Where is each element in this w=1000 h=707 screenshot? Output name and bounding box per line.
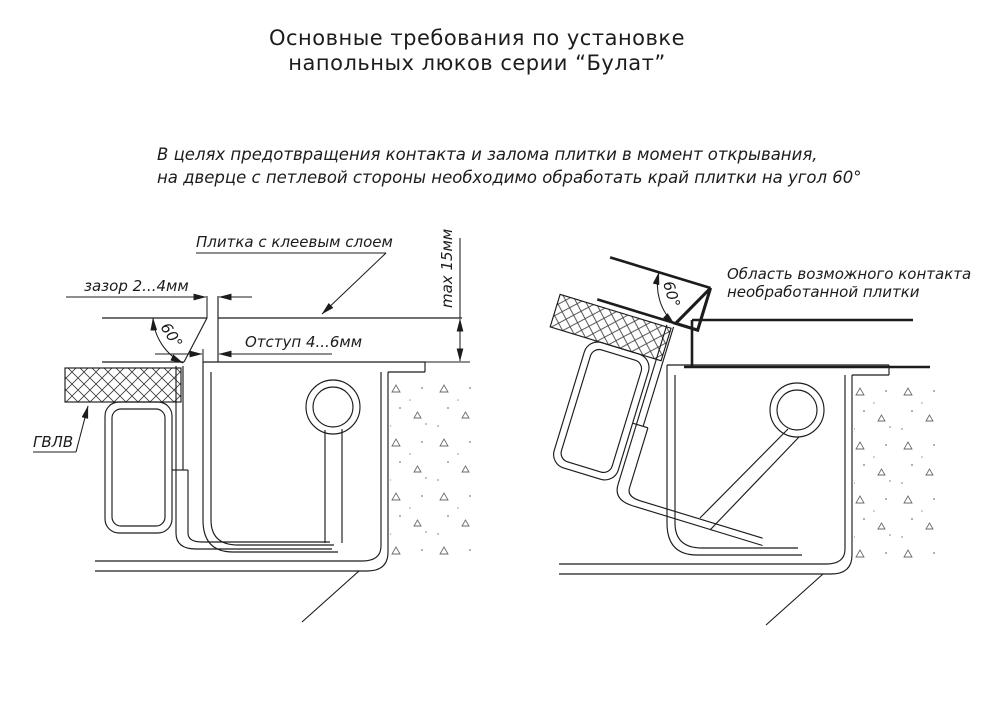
right-section-view: [507, 247, 971, 625]
note-line2: на дверце с петлевой стороны необходимо обработать край плитки на угол 60°: [157, 168, 862, 187]
note-line1: В целях предотвращения контакта и залома плитки в момент открывания,: [157, 145, 818, 164]
tile-label: Плитка с клеевым слоем: [196, 233, 393, 251]
left-section-view: [33, 229, 471, 622]
leader-gvl: [33, 406, 88, 452]
dim-angle-left: [153, 318, 186, 363]
contact-label-line2: необработанной плитки: [727, 283, 920, 301]
angle-label-right: 60°: [659, 279, 684, 310]
dim-gap-label: зазор 2...4мм: [84, 277, 189, 295]
page-title-line2: напольных люков серии “Булат”: [288, 51, 666, 75]
dim-offset-label: Отступ 4...6мм: [245, 333, 363, 351]
gvl-label: ГВЛВ: [33, 433, 74, 451]
page-title-line1: Основные требования по установке: [268, 26, 686, 50]
angle-label: 60°: [156, 319, 187, 352]
tile-bevel-edge: [184, 318, 207, 362]
gvl-leader-line: [76, 406, 88, 452]
tile-leader-line: [322, 253, 386, 314]
hinge-arm-right-a: [700, 429, 788, 518]
dim-gap: [66, 277, 252, 318]
dim-max-label: max 15мм: [438, 228, 456, 308]
contact-label-line1: Область возможного контакта: [727, 265, 972, 283]
dim-max-height: [425, 229, 470, 362]
leader-tile: [196, 233, 393, 314]
hinge-arm-right-b: [710, 437, 799, 530]
